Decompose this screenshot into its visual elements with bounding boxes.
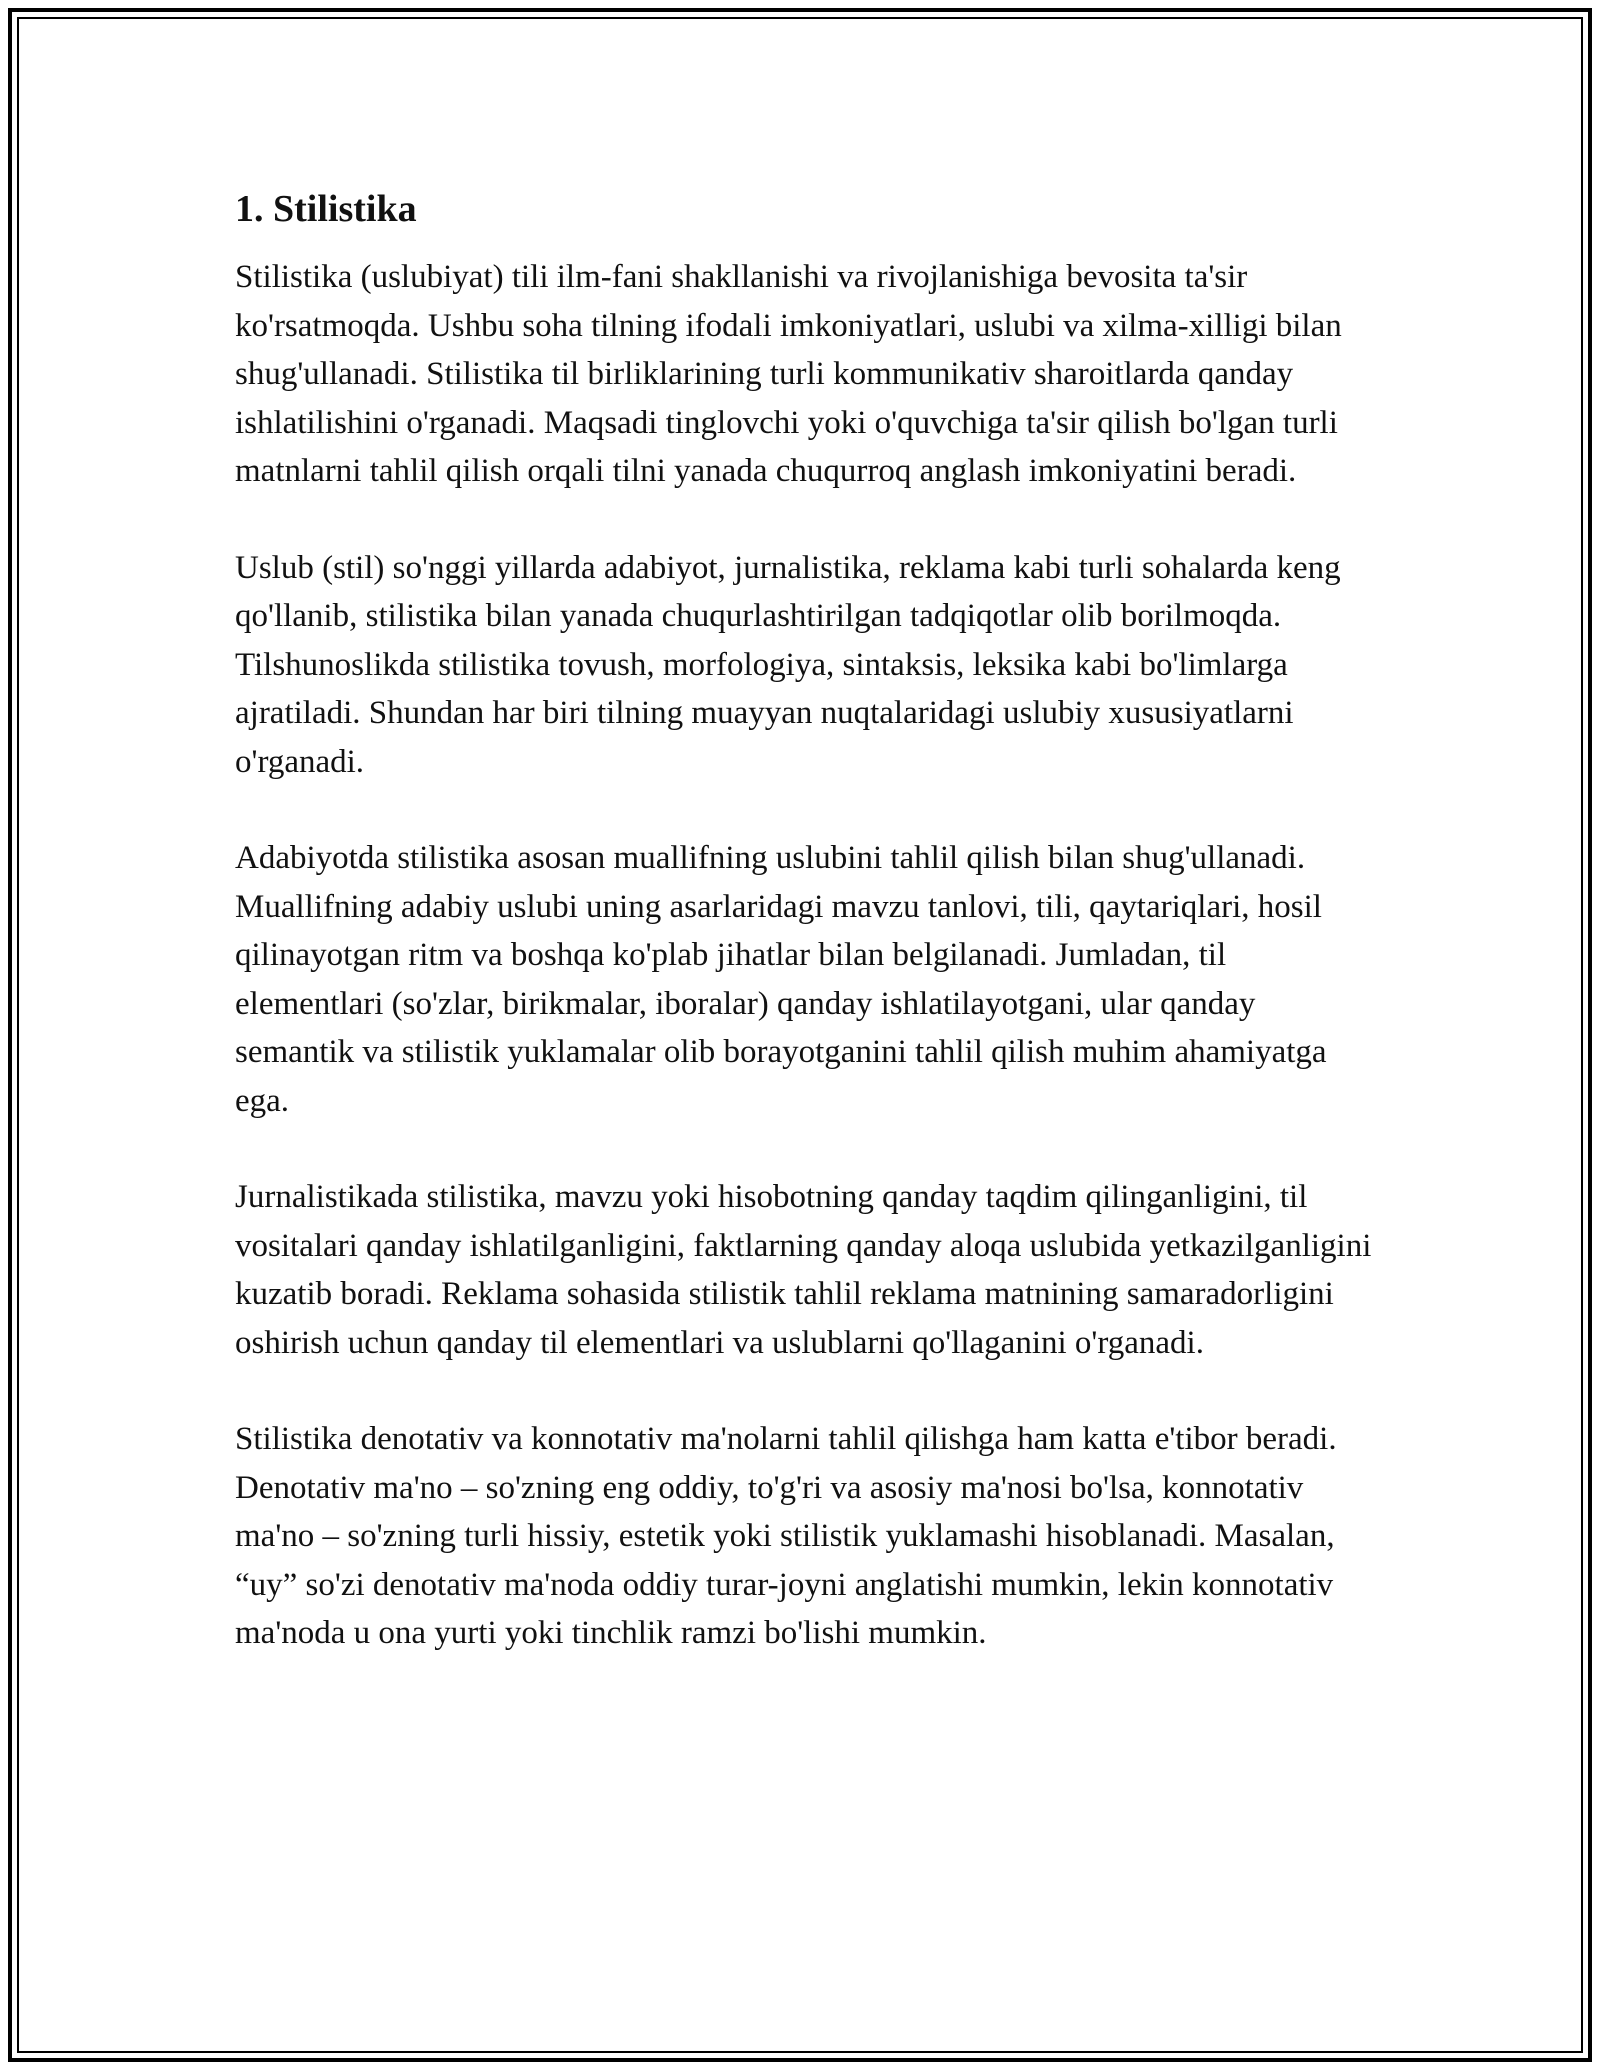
document-body: [235, 185, 1375, 1706]
section-heading: 1. Stilistika: [235, 188, 417, 230]
paragraph-uslub-fields: Uslub (stil) so'nggi yillarda adabiyot, jurnalistika, reklama kabi turli sohalarda keng qo'llanib, stilistika bilan yanada chuqurlashtirilgan tadqiqotlar olib borilmoqda. Tilshunoslikda stilistika tovush, morfologiya, sintaksis, leksika kabi bo'limlarga ajratiladi. Shundan har biri tilning muayyan nuqtalaridagi uslubiy xususiyatlarni o'rganadi.: [235, 549, 1341, 780]
paragraph-denotativ-konnotativ: Stilistika denotativ va konnotativ ma'nolarni tahlil qilishga ham katta e'tibor beradi. Denotativ ma'no – so'zning eng oddiy, to'g'ri va asosiy ma'nosi bo'lsa, konnotativ ma'no – so'zning turli hissiy, estetik yoki stilistik yuklamashi hisoblanadi. Masalan, “uy” so'zi denotativ ma'noda oddiy turar-joyni anglatishi mumkin, lekin konnotativ ma'noda u ona yurti yoki tinchlik ramzi bo'lishi mumkin.: [235, 1421, 1337, 1651]
paragraph-jurnalistika: Jurnalistikada stilistika, mavzu yoki hisobotning qanday taqdim qilinganligini, til vositalari qanday ishlatilganligini, faktlarning qanday aloqa uslubida yetkazilganligini kuzatib boradi. Reklama sohasida stilistik tahlil reklama matnining samaradorligini oshirish uchun qanday til elementlari va uslublarni qo'llaganini o'rganadi.: [235, 1179, 1372, 1361]
paragraph-stilistika-definition: Stilistika (uslubiyat) tili ilm-fani shakllanishi va rivojlanishiga bevosita ta'sir ko'rsatmoqda. Ushbu soha tilning ifodali imkoniyatlari, uslubi va xilma-xilligi bilan shug'ullanadi. Stilistika til birliklarining turli kommunikativ sharoitlarda qanday ishlatilishini o'rganadi. Maqsadi tinglovchi yoki o'quvchiga ta'sir qilish bo'lgan turli matnlarni tahlil qilish orqali tilni yanada chuqurroq anglash imkoniyatini beradi.: [235, 259, 1342, 489]
paragraph-adabiyot: Adabiyotda stilistika asosan muallifning uslubini tahlil qilish bilan shug'ullanadi. Muallifning adabiy uslubi uning asarlaridagi mavzu tanlovi, tili, qaytariqlari, hosil qilinayotgan ritm va boshqa ko'plab jihatlar bilan belgilanadi. Jumladan, til elementlari (so'zlar, birikmalar, iboralar) qanday ishlatilayotgani, ular qanday semantik va stilistik yuklamalar olib borayotganini tahlil qilish muhim ahamiyatga ega.: [235, 840, 1327, 1119]
